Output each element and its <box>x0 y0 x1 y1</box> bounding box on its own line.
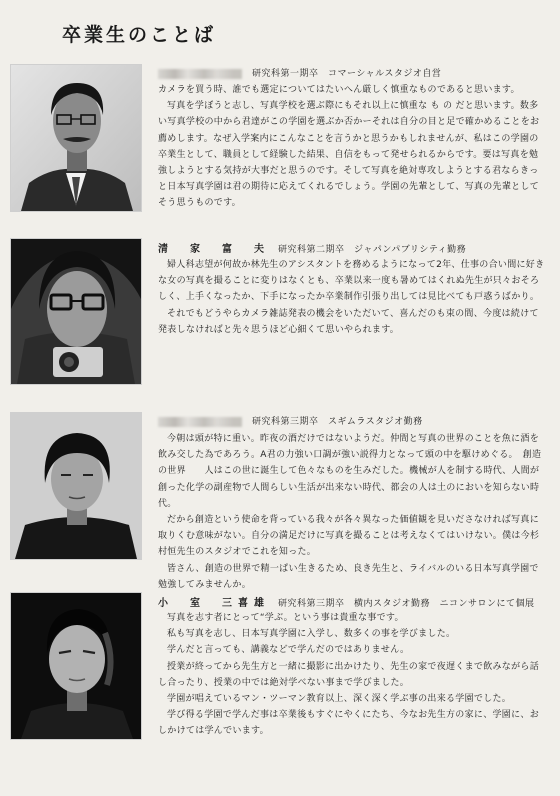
graduate-affiliation: 研究科第一期卒 コマーシャルスタジオ自営 <box>252 69 442 79</box>
graduate-affiliation: 研究科第二期卒 ジャパンパブリシティ勤務 <box>278 245 467 255</box>
statement-paragraph: カメラを買う時、誰でも選定についてはたいへん厳しく慎重なものであると思います。 <box>158 85 520 95</box>
graduate-name-line <box>158 414 546 427</box>
page-title: 卒業生のことば <box>62 24 217 46</box>
portrait-photo <box>10 592 142 740</box>
graduate-name-line <box>158 594 546 609</box>
statement-paragraph: 今朝は頭が特に重い。昨夜の酒だけではないようだ。仲間と写真の世界のことを魚に酒を飲み交した為であろう。A君の力強い口調が強い説得力となって頭の中を駆けめぐる。 創造の世界 人はこの世に誕生して色々なものを生みだした。機械が人を制する時代、人間が創った化学の副産物で人間らしい生活が出来ない時代、都会の人は土のにおいを知らない時代。 <box>158 434 542 509</box>
statement-paragraph: 学んだと言っても、講義などで学んだのではありません。 <box>167 645 410 656</box>
graduate-name-redacted <box>158 417 242 427</box>
statement-paragraph: 写真を志す者にとって“学ぶ。という事は貴重な事です。 <box>167 613 404 623</box>
statement-paragraph: 私も写真を志し、日本写真学園に入学し、数多くの事を学びました。 <box>167 629 456 640</box>
portrait-photo <box>10 238 142 385</box>
graduate-affiliation: 研究科第三期卒 横内スタジオ勤務 ニコンサロンにて個展 <box>278 599 535 609</box>
graduate-name-line <box>158 66 546 79</box>
graduate-affiliation: 研究科第三期卒 スギムラスタジオ勤務 <box>252 417 423 427</box>
statement-paragraph: 婦人科志望が何故か林先生のアシスタントを務めるようになって2年、仕事の合い間に好きな女の写真を撮ることに変りはなくとも、卒業以来一度も暑めてはくれぬ先生が只々おそろしく、上手くなったか、下手になったか卒業制作引張り出しては見比べても戸惑うばかり。 <box>158 260 545 303</box>
graduate-name: 小 室 三喜雄 <box>158 598 270 609</box>
statement-paragraph: 学び得る学園で学んだ事は卒業後もすぐにやくにたち、今なお先生方の家に、学園に、おしかけては学んでいます。 <box>158 710 540 737</box>
statement-paragraph: 学園が唱えているマン・ツーマン教育以上、深く深く学ぶ事の出来る学園でした。 <box>167 694 512 705</box>
statement-paragraph: 授業が終ってから先生方と一緒に撮影に出かけたり、先生の家で夜遅くまで飲みながら話し合ったり、授業の中では絶対学べない事まで学びました。 <box>158 661 540 688</box>
portrait-photo <box>10 64 142 212</box>
statement-paragraph: それでもどうやらカメラ雑誌発表の機会をいただいて、喜んだのも束の間、今度は続けて発表しなければと先々思うほど心細くて思いやられます。 <box>158 308 539 335</box>
statement-paragraph: 写真を学ぼうと志し、写真学校を選ぶ際にもそれ以上に慎重な も の だと思います。数多い写真学校の中から君達がこの学園を選ぶか否かーそれは自分の目と足で確かめることをお薦めします。なぜ入学案内にこんなことを言うかと思うかもしれませんが、私はこの学園の卒業生として、職員として経験した結果、自信をもって発せられるからです。要は写真を勉強しようとする気持が大事だと思うのです。そして写真を絶対専攻しようとする君ならきっと日本写真学園は君の期待に応えてくれるでしょう。学園の先輩として、写真の先輩としてそう思うものです。 <box>158 101 540 209</box>
graduate-name-redacted <box>158 69 242 79</box>
graduate-statement <box>158 257 546 338</box>
graduate-name-line <box>158 240 546 255</box>
graduate-statement <box>158 610 546 740</box>
graduate-name: 清 家 富 夫 <box>158 244 270 255</box>
portrait-photo <box>10 412 142 560</box>
graduate-statement <box>158 431 546 593</box>
graduate-statement <box>158 82 546 212</box>
statement-paragraph: 皆さん、創造の世界で精一ぱい生きるため、良き先生と、ライバルのいる日本写真学園で勉強してみませんか。 <box>158 563 539 590</box>
statement-paragraph: だから創造という使命を背っている我々が各々異なった価値観を見いださなければ写真に取りくむ意味がない。自分の満足だけに写真を撮ることは考えなくてはいけない。僕は今杉村恒先生のスタジオでこれを知った。 <box>158 515 540 558</box>
